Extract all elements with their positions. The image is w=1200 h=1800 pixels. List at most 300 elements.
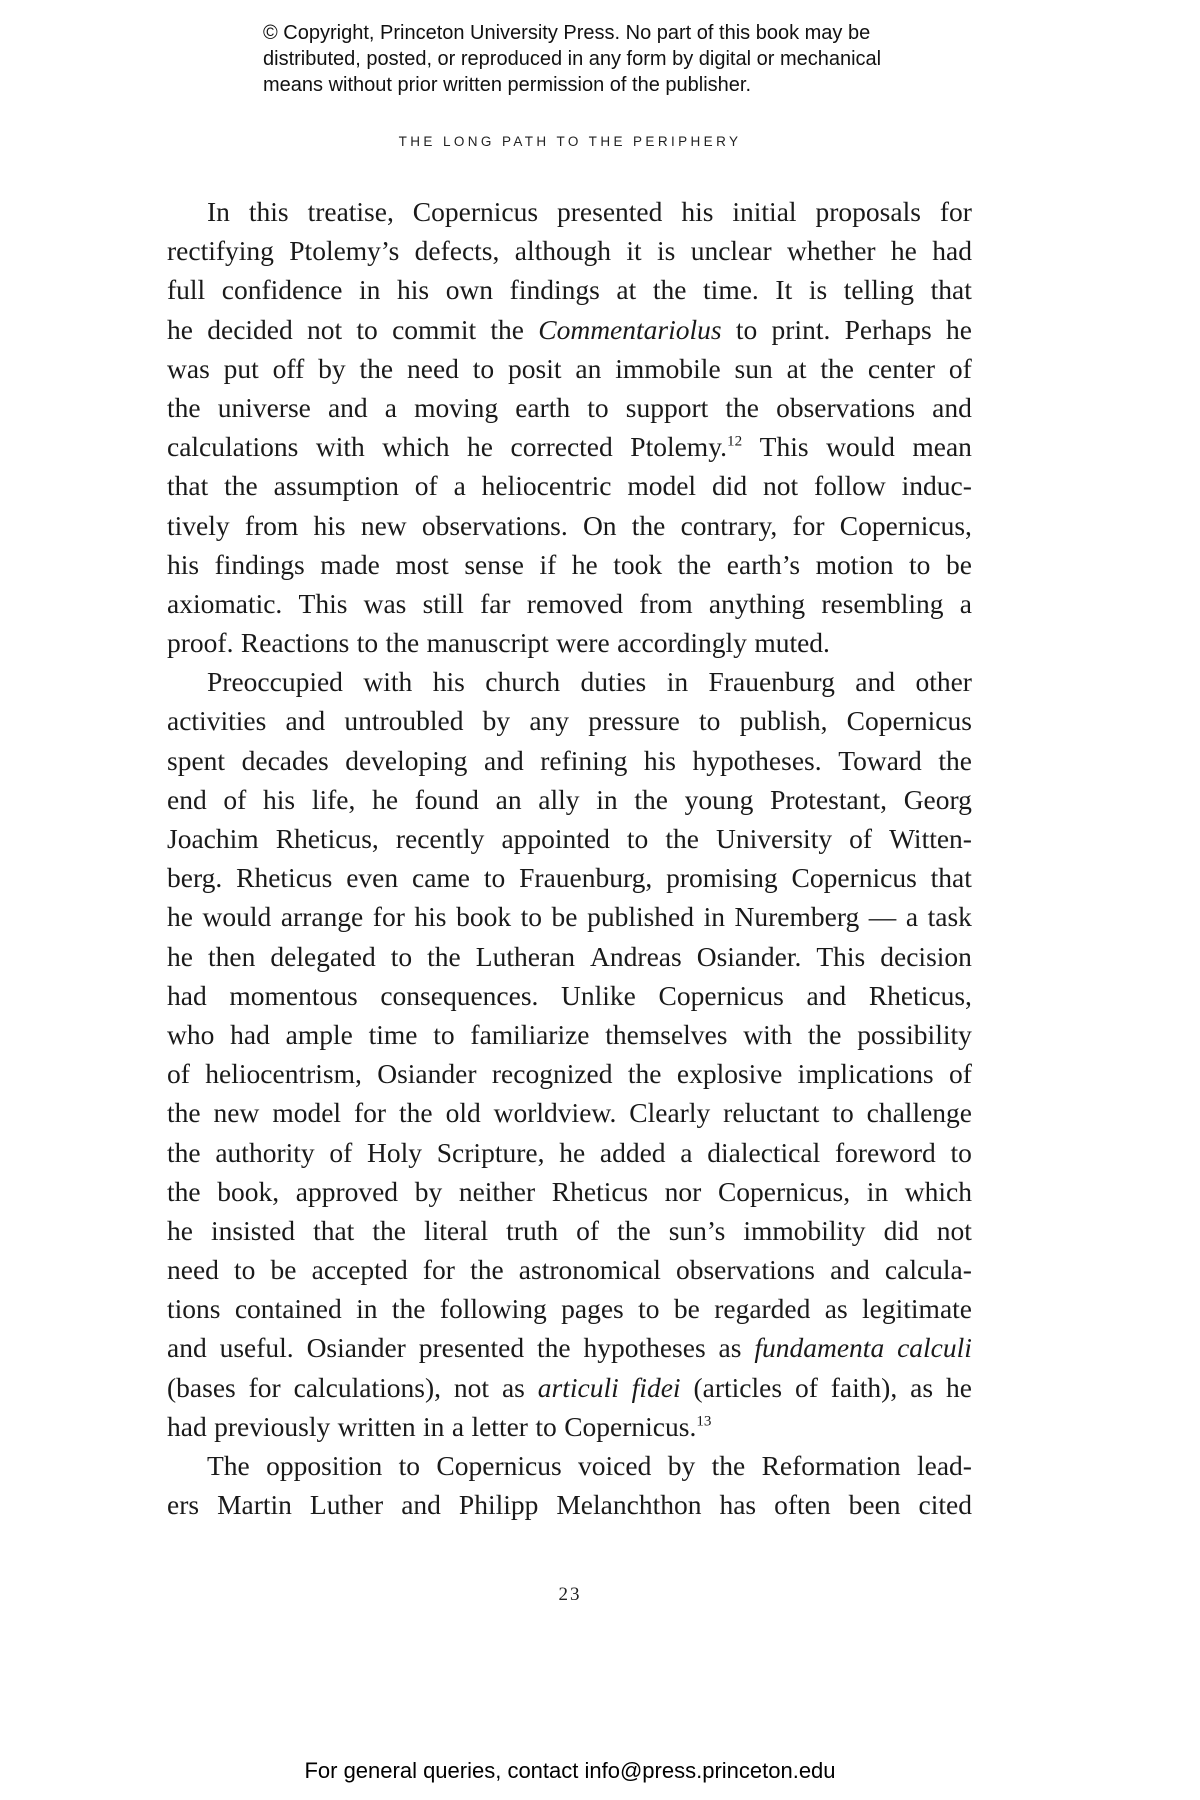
word: book,: [217, 1175, 280, 1207]
word: (bases: [167, 1371, 236, 1403]
word: the: [470, 1254, 504, 1286]
word: activities: [167, 705, 267, 737]
word: This: [816, 940, 866, 972]
text-line: [167, 623, 972, 662]
paragraph: [167, 1446, 972, 1524]
word: consequences.: [380, 979, 539, 1011]
word: and: [830, 1254, 870, 1286]
text-line: [167, 192, 972, 231]
text-line: [167, 1368, 972, 1407]
word: he: [571, 548, 598, 580]
word: as: [824, 1293, 848, 1325]
word: the: [490, 313, 524, 345]
word: reluctant: [723, 1097, 820, 1129]
word: his: [167, 548, 200, 580]
word: It: [775, 274, 793, 306]
word: Copernicus,: [717, 1175, 851, 1207]
word: mean: [912, 431, 972, 463]
word: life,: [311, 783, 356, 815]
word: by: [482, 705, 511, 737]
word: of: [849, 823, 873, 854]
word: the: [167, 1097, 201, 1129]
word: Rheticus,: [868, 979, 972, 1011]
word: as: [501, 1371, 525, 1403]
word: Osiander: [306, 1332, 406, 1364]
word: in: [359, 274, 381, 306]
word: a: [384, 391, 397, 423]
word: ample: [285, 1018, 353, 1050]
word: of: [329, 1136, 353, 1168]
word: fidei: [631, 1371, 681, 1403]
word: written: [337, 1410, 416, 1442]
word: he: [890, 235, 917, 267]
word: sun: [734, 352, 773, 384]
word: task: [927, 901, 972, 933]
word: treatise,: [307, 196, 394, 227]
word: observations.: [421, 509, 568, 541]
word: a: [905, 901, 919, 933]
word: he: [372, 783, 399, 815]
footnote-ref: 12: [727, 433, 743, 450]
word: an: [575, 352, 602, 384]
word: authority: [215, 1136, 315, 1168]
word: pages: [561, 1293, 624, 1325]
word: Reactions: [240, 627, 350, 659]
word: even: [346, 862, 399, 894]
word: dialectical: [707, 1136, 821, 1168]
word: regarded: [714, 1293, 811, 1325]
word: manuscript: [426, 627, 549, 659]
word: to: [909, 548, 931, 580]
word: new: [213, 1097, 260, 1129]
word: had: [932, 235, 972, 267]
word: the: [711, 1450, 746, 1481]
word: Protestant,: [770, 783, 887, 815]
word: had: [167, 979, 207, 1011]
word: to: [832, 1097, 854, 1129]
word: Ptolemy’s: [289, 235, 400, 267]
word: old: [445, 1097, 481, 1129]
word: calculations: [167, 431, 299, 463]
word: proposals: [815, 196, 921, 227]
word: his: [313, 509, 346, 541]
word: explosive: [676, 1058, 783, 1090]
footnote-ref: 13: [696, 1413, 712, 1430]
word: need: [167, 1254, 219, 1286]
word: useful.: [219, 1332, 294, 1364]
word: Holy: [367, 1136, 423, 1168]
text-line: [167, 741, 972, 780]
word: be: [551, 901, 578, 933]
word: this: [248, 196, 289, 227]
word: duties: [580, 666, 647, 698]
word: decades: [241, 744, 329, 776]
word: removed: [526, 587, 624, 619]
word: observations: [675, 1254, 815, 1286]
word: with: [315, 431, 365, 463]
word: Melanchthon: [556, 1489, 702, 1521]
word: the: [391, 1293, 426, 1325]
word: it: [626, 235, 642, 267]
word: and: [806, 979, 847, 1011]
word: to: [433, 1018, 455, 1050]
text-line: [167, 545, 972, 584]
page-number: 23: [558, 1584, 582, 1605]
word: the: [372, 1214, 406, 1246]
word: presented: [557, 196, 663, 227]
text-line: [167, 1093, 972, 1132]
word: (articles: [693, 1371, 783, 1403]
word: book: [456, 901, 512, 933]
word: Osiander: [377, 1058, 477, 1090]
word: and: [483, 744, 524, 776]
word: print.: [771, 313, 831, 345]
word: familiarize: [470, 1018, 590, 1050]
word: had: [230, 1018, 270, 1050]
word: to: [472, 352, 495, 384]
word: a: [959, 587, 972, 619]
text-line: [167, 937, 972, 976]
word: the: [677, 548, 712, 580]
word: heliocentrism,: [205, 1058, 362, 1090]
word: Rheticus: [236, 862, 333, 894]
word: themselves: [605, 1018, 728, 1050]
word: new: [360, 509, 407, 541]
word: appointed: [501, 823, 610, 854]
word: was: [167, 352, 210, 384]
word: recognized: [491, 1058, 613, 1090]
word: for: [372, 901, 405, 933]
word: arrange: [280, 901, 364, 933]
word: Copernicus: [412, 196, 539, 227]
word: Commentariolus: [538, 313, 722, 345]
word: Ptolemy.$^{12}$: [630, 431, 743, 463]
word: to: [587, 391, 609, 423]
word: he: [167, 940, 193, 972]
paragraph: [167, 192, 972, 662]
word: the: [399, 1097, 433, 1129]
word: Copernicus: [846, 705, 972, 737]
word: by: [667, 1450, 696, 1481]
word: berg.: [167, 862, 223, 894]
word: Copernicus,: [839, 509, 972, 541]
word: decided: [207, 313, 293, 345]
word: as: [718, 1332, 742, 1364]
word: although: [514, 235, 611, 267]
word: the: [359, 352, 394, 384]
text-line: [167, 780, 972, 819]
word: not: [936, 1214, 972, 1246]
word: a: [451, 1410, 465, 1442]
text-line: [167, 231, 972, 270]
word: from: [244, 509, 299, 541]
word: ers: [167, 1489, 200, 1521]
word: On: [582, 509, 617, 541]
word: end: [167, 783, 207, 815]
word: with: [743, 1018, 793, 1050]
word: and: [327, 391, 368, 423]
word: in: [356, 1293, 378, 1325]
word: posit: [508, 352, 562, 384]
word: need: [406, 352, 459, 384]
word: opposition: [266, 1450, 383, 1481]
word: Preoccupied: [207, 666, 343, 698]
word: he: [467, 431, 493, 463]
word: confidence: [221, 274, 343, 306]
word: and: [167, 1332, 207, 1364]
text-line: [167, 1211, 972, 1250]
word: in: [666, 666, 689, 698]
word: spent: [167, 744, 226, 776]
word: recently: [395, 823, 485, 854]
word: accepted: [311, 1254, 408, 1286]
word: he: [559, 1136, 586, 1168]
word: voiced: [578, 1450, 652, 1481]
word: to: [735, 313, 758, 345]
word: the: [652, 274, 687, 306]
word: which: [904, 1175, 972, 1207]
word: of: [794, 1371, 818, 1403]
word: Andreas: [590, 940, 682, 972]
word: Frauenburg,: [519, 862, 653, 894]
word: ally: [538, 783, 580, 815]
word: moving: [414, 391, 499, 423]
word: University: [715, 823, 833, 854]
word: as: [910, 1371, 934, 1403]
word: In: [207, 196, 230, 227]
word: the: [167, 1175, 201, 1207]
text-line: [167, 584, 972, 623]
word: the: [634, 783, 668, 815]
text-line: [167, 1328, 972, 1367]
word: an: [495, 783, 522, 815]
word: initial: [732, 196, 797, 227]
word: he: [167, 313, 193, 345]
word: and: [285, 705, 326, 737]
word: to: [535, 1410, 557, 1442]
word: heliocentric: [481, 470, 612, 502]
text-line: [167, 897, 972, 936]
word: put: [223, 352, 259, 384]
word: decision: [880, 940, 972, 972]
copyright-line: © Copyright, Princeton University Press. No part of this book may be: [263, 22, 871, 44]
word: made: [320, 548, 380, 580]
word: the: [631, 509, 666, 541]
word: not: [762, 470, 799, 502]
word: Copernicus: [658, 979, 784, 1011]
text-line: [167, 506, 972, 545]
word: articuli: [537, 1371, 619, 1403]
word: commit: [392, 313, 477, 345]
word: his: [397, 274, 430, 306]
word: to: [390, 940, 413, 972]
word: would: [202, 901, 272, 933]
word: Reformation: [761, 1450, 901, 1481]
word: Joachim: [167, 823, 259, 854]
word: calculi: [897, 1332, 972, 1364]
word: Luther: [309, 1489, 384, 1521]
word: the: [938, 744, 972, 776]
word: Toward: [838, 744, 922, 776]
word: that: [930, 274, 972, 306]
word: proof.: [167, 627, 234, 659]
word: Copernicus: [436, 1450, 562, 1481]
word: from: [639, 587, 693, 619]
copyright-line: distributed, posted, or reproduced in any form by digital or mechanical: [263, 48, 882, 70]
running-head: THE LONG PATH TO THE PERIPHERY: [398, 134, 742, 149]
word: cited: [918, 1489, 972, 1521]
word: the: [167, 391, 201, 423]
word: that: [313, 1214, 355, 1246]
word: Martin: [217, 1489, 292, 1521]
word: to: [356, 313, 378, 345]
word: often: [774, 1489, 831, 1521]
word: corrected: [510, 431, 613, 463]
text-line: [167, 819, 972, 858]
text-line: [167, 858, 972, 897]
word: anything: [708, 587, 806, 619]
word: at: [786, 352, 807, 384]
word: to: [356, 627, 379, 659]
word: whether: [786, 235, 876, 267]
text-line: [167, 1250, 972, 1289]
word: Witten-: [889, 823, 972, 854]
word: the: [427, 940, 461, 972]
word: immobility: [743, 1214, 866, 1246]
word: hypotheses.: [692, 744, 822, 776]
word: calcula-: [884, 1254, 972, 1286]
word: young: [684, 783, 754, 815]
text-line: [167, 270, 972, 309]
word: resembling: [821, 587, 944, 619]
word: lead-: [916, 1450, 972, 1481]
word: be: [945, 548, 972, 580]
word: —: [868, 901, 897, 933]
word: developing: [345, 744, 468, 776]
word: contrary,: [680, 509, 778, 541]
word: time: [368, 1018, 418, 1050]
word: church: [485, 666, 561, 698]
word: observations: [776, 391, 916, 423]
text-line: [167, 1289, 972, 1328]
word: for: [939, 196, 972, 227]
word: motion: [815, 548, 894, 580]
word: published: [587, 901, 695, 933]
word: of: [576, 1214, 600, 1246]
word: has: [719, 1489, 757, 1521]
word: not: [453, 1371, 490, 1403]
text-line: [167, 1446, 972, 1485]
word: letter: [471, 1410, 528, 1442]
word: far: [480, 587, 511, 619]
word: of: [948, 352, 972, 384]
word: he: [945, 313, 972, 345]
word: assumption: [273, 470, 399, 502]
word: and: [401, 1489, 441, 1521]
word: Scripture,: [436, 1136, 545, 1168]
text-line: [167, 701, 972, 740]
word: to: [234, 1254, 256, 1286]
word: if: [539, 548, 557, 580]
word: by: [318, 352, 346, 384]
word: insisted: [211, 1214, 296, 1246]
word: earth’s: [726, 548, 801, 580]
word: of: [414, 470, 438, 502]
word: for: [248, 1371, 281, 1403]
word: Georg: [903, 783, 972, 815]
word: support: [625, 391, 709, 423]
word: for: [792, 509, 825, 541]
word: The: [207, 1450, 250, 1481]
word: promising: [666, 862, 778, 894]
word: was: [363, 587, 407, 619]
word: would: [826, 431, 895, 463]
text-line: [167, 1054, 972, 1093]
word: hypotheses: [583, 1332, 706, 1364]
word: Osiander.: [696, 940, 802, 972]
word: the: [627, 1058, 662, 1090]
word: publish,: [739, 705, 828, 737]
word: challenge: [866, 1097, 972, 1129]
body-text: [167, 192, 972, 1524]
word: and: [932, 391, 972, 423]
text-line: [167, 976, 972, 1015]
text-line: [167, 662, 972, 701]
word: model: [272, 1097, 342, 1129]
word: is: [808, 274, 828, 306]
word: most: [395, 548, 449, 580]
word: calculations),: [293, 1371, 441, 1403]
word: other: [915, 666, 972, 698]
copyright-line: means without prior written permission of the publisher.: [263, 74, 752, 96]
text-line: [167, 427, 972, 466]
text-line: [167, 310, 972, 349]
word: be: [673, 1293, 700, 1325]
word: approved: [295, 1175, 399, 1207]
word: any: [529, 705, 570, 737]
word: earth: [515, 391, 571, 423]
word: in: [703, 901, 725, 933]
word: that: [167, 470, 209, 502]
word: a: [453, 470, 466, 502]
word: the: [665, 823, 699, 854]
word: telling: [843, 274, 915, 306]
word: Unlike: [561, 979, 636, 1011]
word: for: [422, 1254, 455, 1286]
word: sense: [464, 548, 524, 580]
word: own: [445, 274, 494, 306]
word: to: [483, 862, 506, 894]
word: nor: [664, 1175, 702, 1207]
word: his: [643, 744, 676, 776]
word: possibility: [857, 1018, 972, 1050]
word: to: [699, 705, 721, 737]
word: model: [627, 470, 697, 502]
word: time.: [703, 274, 759, 306]
word: Perhaps: [844, 313, 932, 345]
word: added: [599, 1136, 666, 1168]
word: to: [950, 1136, 972, 1168]
text-line: [167, 1015, 972, 1054]
word: center: [867, 352, 936, 384]
word: he: [167, 1214, 193, 1246]
word: he: [945, 1371, 972, 1403]
word: with: [363, 666, 413, 698]
word: that: [930, 862, 972, 894]
word: a: [680, 1136, 693, 1168]
text-line: [167, 388, 972, 427]
word: accordingly: [617, 627, 747, 659]
